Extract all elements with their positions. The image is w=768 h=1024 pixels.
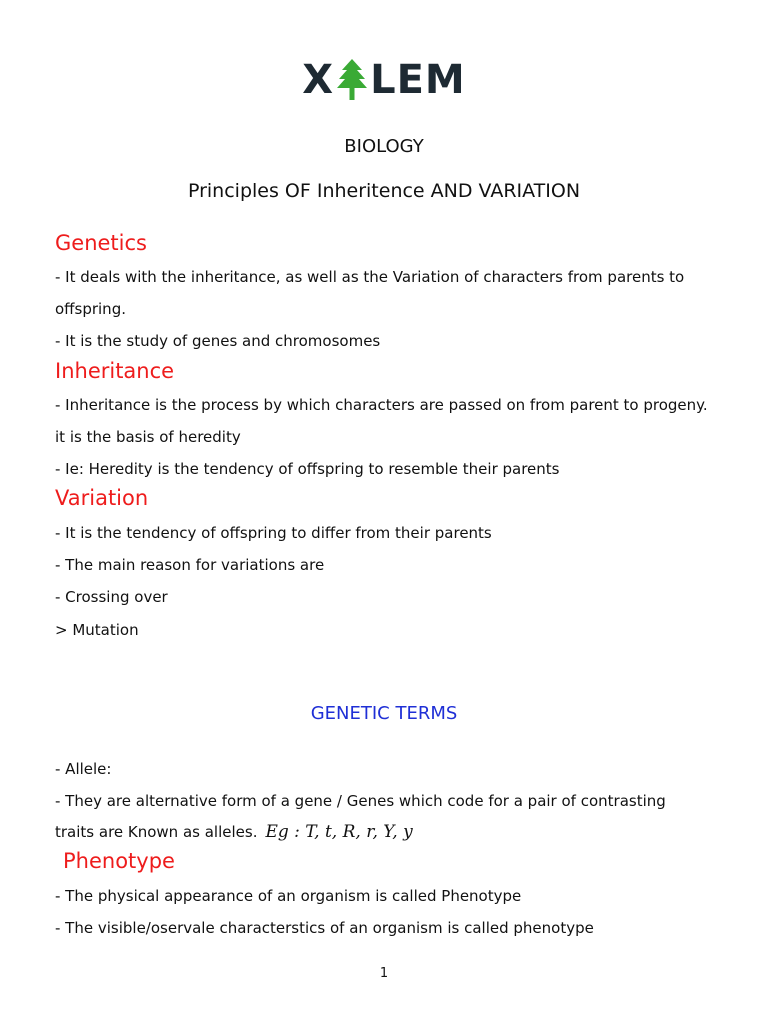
subject-title: BIOLOGY — [344, 136, 424, 157]
text-line: - It deals with the inheritance, as well as the Variation of characters from parents to — [55, 268, 685, 286]
page-number: 1 — [379, 966, 389, 981]
tree-logo-icon — [335, 57, 369, 103]
text-line: - It is the tendency of offspring to differ from their parents — [55, 524, 492, 542]
text-line: it is the basis of heredity — [55, 428, 241, 446]
text-line: - Allele: — [55, 760, 112, 778]
text-line: - They are alternative form of a gene / Genes which code for a pair of contrasting — [55, 792, 666, 810]
allele-definition: traits are Known as alleles. — [55, 823, 258, 841]
text-line: - Crossing over — [55, 588, 168, 606]
text-line: offspring. — [55, 300, 126, 318]
text-line: - The visible/oservale characterstics of an organism is called phenotype — [55, 919, 594, 937]
text-line: - It is the study of genes and chromosomes — [55, 332, 381, 350]
heading-phenotype: Phenotype — [63, 849, 175, 873]
logo-text-left: X — [302, 57, 335, 103]
genetic-terms-title: GENETIC TERMS — [310, 703, 458, 724]
text-line: - The main reason for variations are — [55, 556, 325, 574]
logo-text-right: LEM — [370, 57, 466, 103]
page-title: Principles OF Inheritence AND VARIATION — [187, 180, 581, 202]
text-line-with-example — [55, 822, 413, 842]
heading-genetics: Genetics — [55, 231, 147, 255]
text-line: - Ie: Heredity is the tendency of offspring to resemble their parents — [55, 460, 560, 478]
allele-example: Eg : T, t, R, r, Y, y — [265, 822, 413, 842]
heading-inheritance: Inheritance — [55, 359, 175, 383]
xylem-logo — [0, 54, 768, 106]
text-line: - Inheritance is the process by which characters are passed on from parent to progeny. — [55, 396, 708, 414]
text-line: > Mutation — [55, 621, 139, 639]
heading-variation: Variation — [55, 486, 149, 510]
text-line: - The physical appearance of an organism is called Phenotype — [55, 887, 522, 905]
